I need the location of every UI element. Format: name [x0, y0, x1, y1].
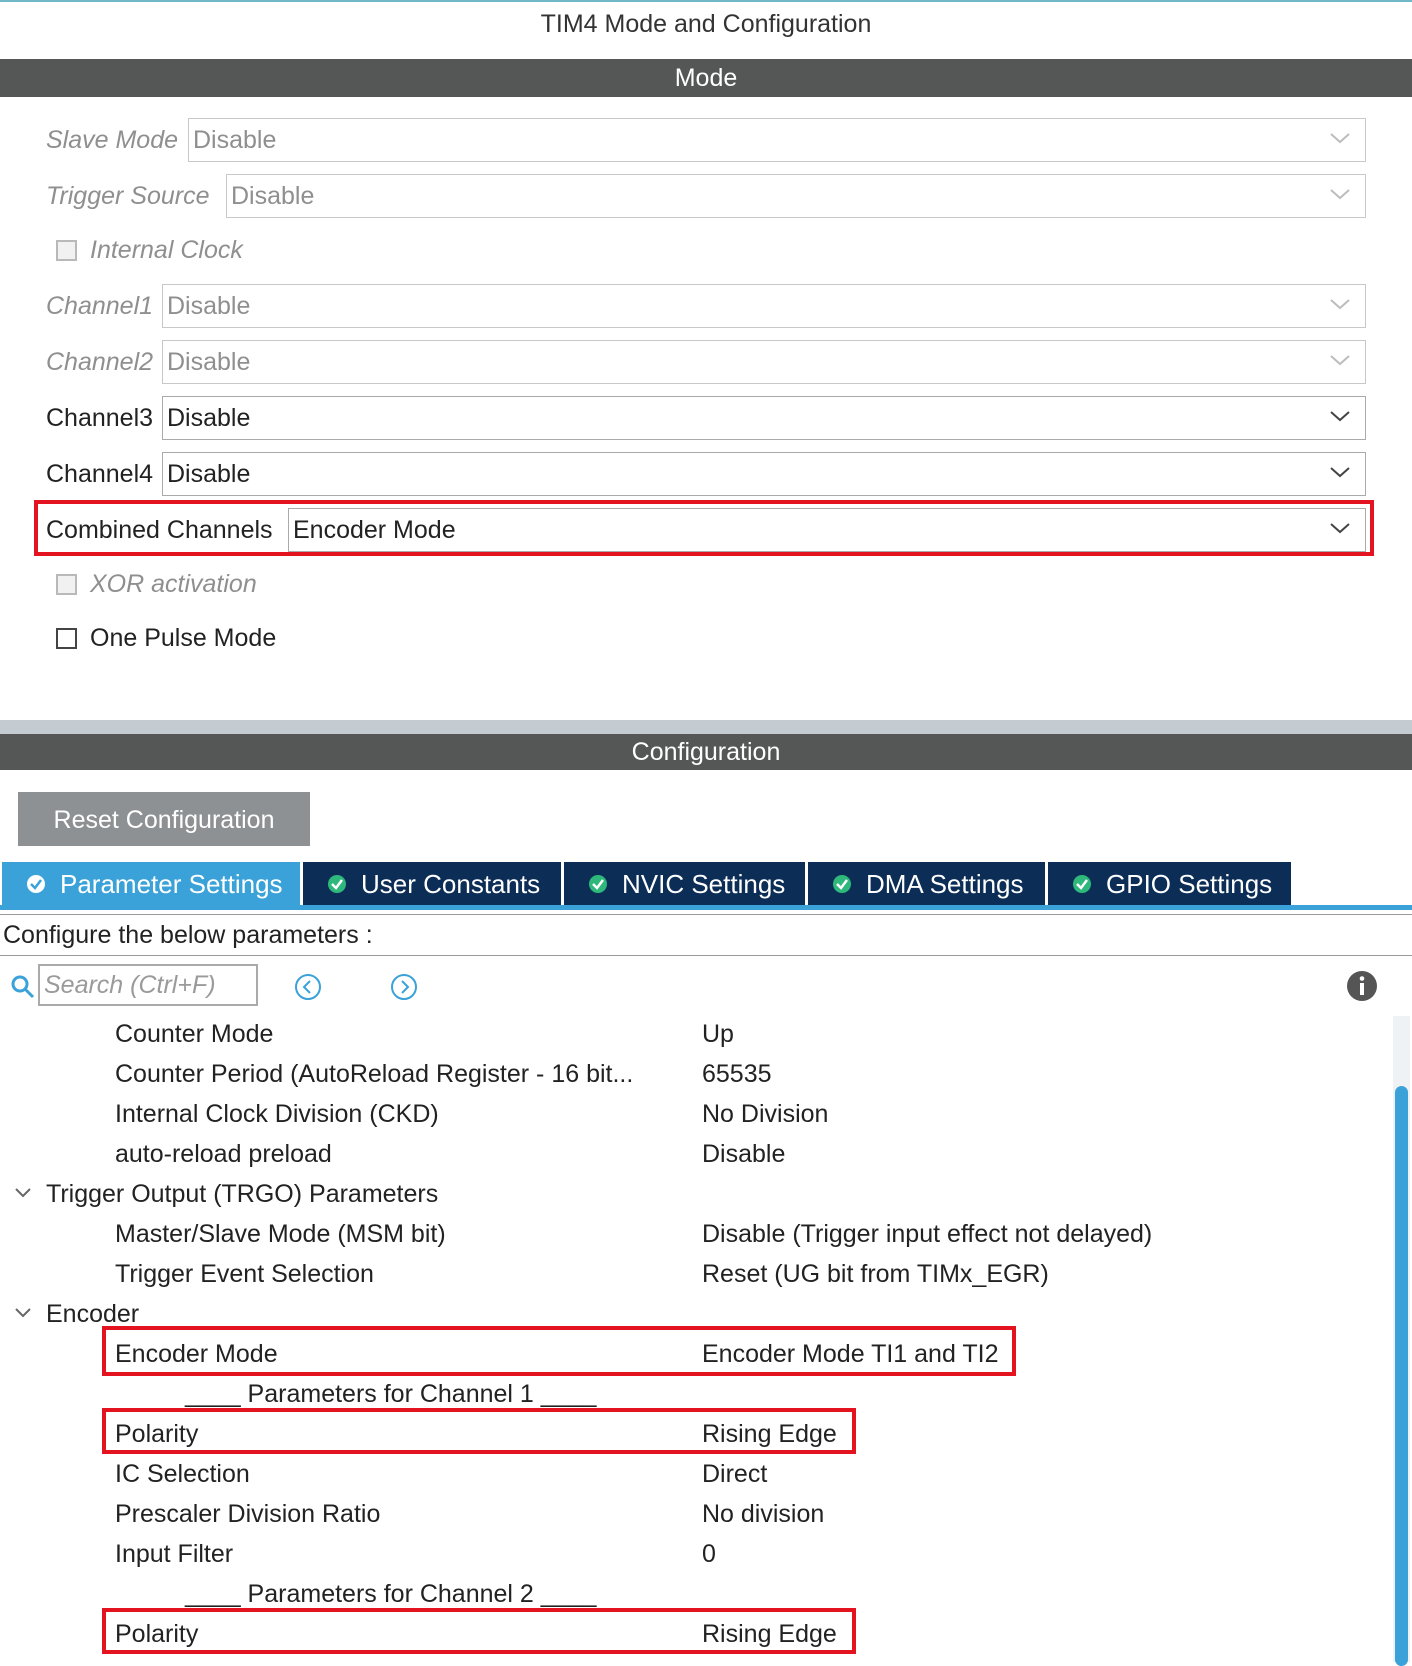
check-circle-icon	[26, 874, 46, 894]
combined-channels-value: Encoder Mode	[293, 516, 456, 544]
highlight-polarity-ch2	[102, 1608, 856, 1654]
param-key: Polarity	[115, 1620, 199, 1648]
param-key: IC Selection	[115, 1460, 250, 1488]
search-icon	[10, 974, 36, 1000]
param-key: Prescaler Division Ratio	[115, 1500, 381, 1528]
param-key: Counter Mode	[115, 1020, 274, 1048]
check-circle-icon	[327, 874, 347, 894]
param-value: Disable (Trigger input effect not delayed)	[702, 1220, 1153, 1248]
chevron-down-icon	[1329, 296, 1351, 312]
param-row[interactable]	[0, 1094, 1390, 1134]
param-group-label: Trigger Output (TRGO) Parameters	[46, 1180, 439, 1208]
tab-parameter-settings[interactable]	[2, 862, 300, 910]
one-pulse-mode-label: One Pulse Mode	[90, 624, 277, 652]
nav-next-icon[interactable]	[390, 973, 418, 1001]
channel4-row	[46, 452, 1366, 496]
tab-label: Parameter Settings	[60, 869, 283, 899]
xor-activation-label: XOR activation	[90, 570, 257, 598]
param-subheader-label: ____ Parameters for Channel 1 ____	[185, 1380, 597, 1408]
param-value: Rising Edge	[702, 1620, 837, 1648]
channel4-select[interactable]	[162, 452, 1366, 496]
check-circle-icon	[1072, 874, 1092, 894]
highlight-combined-channels	[34, 500, 1374, 556]
param-row[interactable]	[0, 1214, 1390, 1254]
channel4-label: Channel4	[46, 460, 154, 488]
param-value: No Division	[702, 1100, 829, 1128]
config-tabs	[0, 862, 1412, 910]
param-key: Master/Slave Mode (MSM bit)	[115, 1220, 446, 1248]
tab-user-constants[interactable]	[303, 862, 561, 906]
param-subheader-label: ____ Parameters for Channel 2 ____	[185, 1580, 597, 1608]
parameter-scrollbar[interactable]	[1393, 1016, 1410, 1662]
tab-label: User Constants	[361, 869, 541, 899]
tree-toggle-icon[interactable]	[14, 1306, 32, 1320]
scrollbar-thumb[interactable]	[1395, 1086, 1408, 1666]
channel3-value: Disable	[167, 404, 251, 432]
param-key: auto-reload preload	[115, 1140, 332, 1168]
param-value: Reset (UG bit from TIMx_EGR)	[702, 1260, 1049, 1288]
top-accent-line	[0, 0, 1412, 2]
param-key: Counter Period (AutoReload Register - 16 bit...	[115, 1060, 634, 1088]
checkbox-box[interactable]	[56, 574, 77, 595]
configuration-header: Configuration	[0, 734, 1412, 770]
highlight-encoder-mode	[102, 1326, 1016, 1376]
param-key: Polarity	[115, 1420, 199, 1448]
param-row[interactable]	[0, 1014, 1390, 1054]
param-key: Input Filter	[115, 1540, 234, 1568]
chevron-down-icon	[1329, 352, 1351, 368]
param-value: 65535	[702, 1060, 772, 1088]
param-row[interactable]	[0, 1494, 1390, 1534]
param-group-trgo[interactable]	[0, 1174, 1390, 1214]
tab-gpio-settings[interactable]	[1048, 862, 1291, 906]
trigger-source-value: Disable	[231, 182, 315, 210]
param-value: No division	[702, 1500, 825, 1528]
channel1-row	[46, 284, 1366, 328]
param-key: Encoder Mode	[115, 1340, 278, 1368]
reset-configuration-button[interactable]: Reset Configuration	[18, 792, 310, 846]
param-row[interactable]	[0, 1254, 1390, 1294]
chevron-down-icon	[1329, 464, 1351, 480]
param-value: Encoder Mode TI1 and TI2	[702, 1340, 999, 1368]
nav-prev-icon[interactable]	[294, 973, 322, 1001]
configure-info-bar	[0, 914, 1412, 956]
window-title: TIM4 Mode and Configuration	[540, 10, 872, 38]
param-row[interactable]	[0, 1134, 1390, 1174]
param-row[interactable]	[0, 1054, 1390, 1094]
checkbox-box[interactable]	[56, 240, 77, 261]
tab-label: GPIO Settings	[1106, 869, 1273, 899]
highlight-polarity-ch1	[102, 1408, 856, 1454]
tab-label: DMA Settings	[866, 869, 1024, 899]
channel3-row	[46, 396, 1366, 440]
section-separator	[0, 720, 1412, 734]
tab-underline	[0, 905, 1412, 910]
internal-clock-label: Internal Clock	[90, 236, 243, 264]
chevron-down-icon	[1329, 186, 1351, 202]
info-icon[interactable]	[1346, 970, 1378, 1002]
trigger-source-label: Trigger Source	[46, 182, 210, 210]
channel3-select[interactable]	[162, 396, 1366, 440]
trigger-source-select[interactable]	[226, 174, 1366, 218]
param-value: Disable	[702, 1140, 786, 1168]
channel1-select[interactable]	[162, 284, 1366, 328]
slave-mode-value: Disable	[193, 126, 277, 154]
param-key: Trigger Event Selection	[115, 1260, 374, 1288]
chevron-down-icon	[1329, 130, 1351, 146]
tree-toggle-icon[interactable]	[14, 1186, 32, 1200]
slave-mode-select[interactable]	[188, 118, 1366, 162]
check-circle-icon	[832, 874, 852, 894]
slave-mode-label: Slave Mode	[46, 126, 179, 154]
tab-dma-settings[interactable]	[808, 862, 1045, 906]
param-row[interactable]	[0, 1534, 1390, 1574]
slave-mode-row	[46, 118, 1366, 162]
channel1-value: Disable	[167, 292, 251, 320]
param-row[interactable]	[0, 1454, 1390, 1494]
mode-header: Mode	[0, 59, 1412, 97]
param-value: 0	[702, 1540, 716, 1568]
param-value: Rising Edge	[702, 1420, 837, 1448]
param-value: Direct	[702, 1460, 768, 1488]
channel2-row	[46, 340, 1366, 384]
trigger-source-row	[46, 174, 1366, 218]
tab-label: NVIC Settings	[622, 869, 786, 899]
channel4-value: Disable	[167, 460, 251, 488]
chevron-down-icon	[1329, 408, 1351, 424]
channel1-label: Channel1	[46, 292, 154, 320]
checkbox-box[interactable]	[56, 628, 77, 649]
param-value: Up	[702, 1020, 734, 1048]
param-key: Internal Clock Division (CKD)	[115, 1100, 439, 1128]
channel2-label: Channel2	[46, 348, 154, 376]
channel3-label: Channel3	[46, 404, 154, 432]
channel2-select[interactable]	[162, 340, 1366, 384]
combined-channels-label: Combined Channels	[46, 516, 273, 544]
channel2-value: Disable	[167, 348, 251, 376]
param-group-label: Encoder	[46, 1300, 140, 1328]
configure-info-text: Configure the below parameters :	[3, 921, 373, 949]
tab-nvic-settings[interactable]	[564, 862, 805, 906]
search-input[interactable]	[38, 964, 258, 1006]
check-circle-icon	[588, 874, 608, 894]
